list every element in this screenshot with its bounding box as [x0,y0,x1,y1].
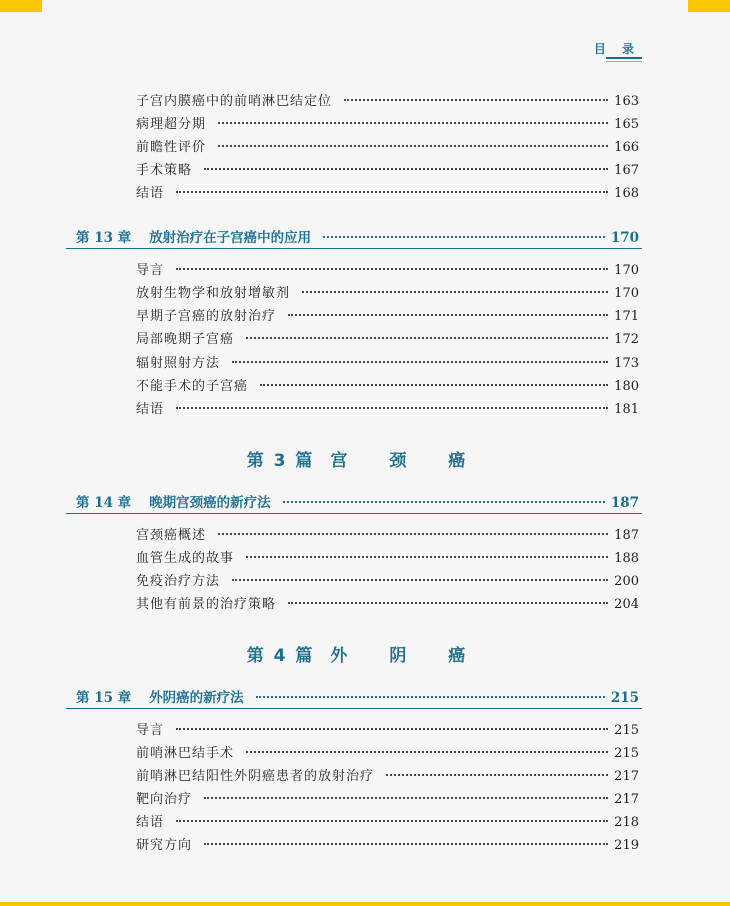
toc-entry-page: 218 [614,815,639,830]
bottom-band [0,902,730,906]
dot-leader [323,236,605,238]
toc-entry-page: 215 [614,723,639,738]
dot-leader [260,384,608,386]
toc-entry[interactable] [136,136,639,155]
toc-entry-page: 170 [614,286,639,301]
dot-leader [176,407,608,409]
dot-leader [246,337,608,339]
toc-entry[interactable] [136,305,639,324]
toc-entry-title: 靶向治疗 [136,792,193,807]
dot-leader [302,291,608,293]
toc-entry-title: 病理超分期 [136,117,207,132]
toc-entry-title: 前哨淋巴结手术 [136,746,235,761]
toc-entry-title: 其他有前景的治疗策略 [136,597,277,612]
dot-leader [204,797,608,799]
chapter-rule [66,248,642,249]
dot-leader [232,361,608,363]
toc-entry-title: 导言 [136,723,165,738]
toc-entry[interactable] [136,159,639,178]
dot-leader [176,728,608,730]
toc-entry-title: 结语 [136,186,165,201]
toc-entry-page: 215 [614,746,639,761]
toc-entry[interactable] [136,182,639,201]
toc-entry-page: 200 [614,574,639,589]
part-title: 宫 颈 癌 [330,451,484,471]
toc-entry-title: 研究方向 [136,838,193,853]
dot-leader [204,843,608,845]
part-heading[interactable] [0,446,730,471]
dot-leader [218,533,608,535]
chapter-page: 170 [610,230,639,246]
part-heading[interactable] [0,641,730,666]
toc-entry-page: 172 [614,332,639,347]
dot-leader [288,314,608,316]
toc-entry[interactable] [136,570,639,589]
toc-entry[interactable] [136,282,639,301]
toc-entry-title: 放射生物学和放射增敏剂 [136,286,291,301]
toc-entry-title: 辐射照射方法 [136,356,221,371]
corner-tab-right [688,0,730,12]
toc-entry-page: 217 [614,792,639,807]
toc-entry[interactable] [136,547,639,566]
chapter-page: 187 [610,495,639,511]
toc-entry[interactable] [136,719,639,738]
toc-entry-page: 219 [614,838,639,853]
chapter-heading[interactable] [76,686,639,706]
toc-entry[interactable] [136,765,639,784]
chapter-heading[interactable] [76,491,639,511]
toc-entry-page: 187 [614,528,639,543]
dot-leader [246,751,608,753]
toc-entry-title: 前瞻性评价 [136,140,207,155]
chapter-heading[interactable] [76,226,639,246]
toc-entry[interactable] [136,788,639,807]
dot-leader [386,774,608,776]
part-number: 第 3 篇 [246,451,315,471]
dot-leader [344,99,608,101]
header-rule-thin [606,61,642,62]
toc-entry-page: 165 [614,117,639,132]
toc-entry[interactable] [136,352,639,371]
toc-entry-page: 166 [614,140,639,155]
toc-entry[interactable] [136,811,639,830]
chapter-rule [66,513,642,514]
toc-entry-page: 173 [614,356,639,371]
chapter-rule [66,708,642,709]
toc-entry-title: 结语 [136,402,165,417]
dot-leader [246,556,608,558]
corner-tab-left [0,0,42,12]
toc-entry-title: 免疫治疗方法 [136,574,221,589]
toc-entry[interactable] [136,524,639,543]
chapter-number: 第 14 章 [76,495,132,511]
toc-entry[interactable] [136,113,639,132]
toc-entry-page: 181 [614,402,639,417]
toc-entry-page: 163 [614,94,639,109]
toc-entry-page: 170 [614,263,639,278]
toc-entry-title: 早期子宫癌的放射治疗 [136,309,277,324]
chapter-page: 215 [610,690,639,706]
chapter-number: 第 15 章 [76,690,132,706]
toc-entry-page: 217 [614,769,639,784]
toc-entry[interactable] [136,398,639,417]
toc-entry-title: 导言 [136,263,165,278]
chapter-title: 外阴癌的新疗法 [149,690,244,706]
toc-entry[interactable] [136,834,639,853]
toc-entry[interactable] [136,90,639,109]
part-title: 外 阴 癌 [330,646,484,666]
chapter-number: 第 13 章 [76,230,132,246]
dot-leader [176,268,608,270]
toc-entry[interactable] [136,259,639,278]
toc-entry-page: 167 [614,163,639,178]
toc-entry[interactable] [136,375,639,394]
toc-entry-title: 宫颈癌概述 [136,528,207,543]
page-header: 目 录 [593,42,640,56]
toc-entry-page: 168 [614,186,639,201]
dot-leader [283,501,605,503]
dot-leader [256,696,605,698]
toc-entry[interactable] [136,742,639,761]
dot-leader [218,145,608,147]
dot-leader [232,579,608,581]
part-number: 第 4 篇 [246,646,315,666]
toc-entry-title: 局部晚期子宫癌 [136,332,235,347]
toc-entry-page: 171 [614,309,639,324]
header-rule [606,57,642,59]
toc-entry[interactable] [136,593,639,612]
toc-entry-page: 204 [614,597,639,612]
chapter-title: 放射治疗在子宫癌中的应用 [149,230,312,246]
dot-leader [204,168,608,170]
dot-leader [218,122,608,124]
toc-entry-title: 不能手术的子宫癌 [136,379,249,394]
toc-entry-title: 结语 [136,815,165,830]
toc-entry[interactable] [136,328,639,347]
chapter-title: 晚期宫颈癌的新疗法 [149,495,271,511]
toc-entry-page: 180 [614,379,639,394]
dot-leader [176,820,608,822]
toc-entry-title: 手术策略 [136,163,193,178]
dot-leader [176,191,608,193]
toc-entry-title: 血管生成的故事 [136,551,235,566]
toc-entry-title: 子宫内膜癌中的前哨淋巴结定位 [136,94,333,109]
toc-entry-title: 前哨淋巴结阳性外阴癌患者的放射治疗 [136,769,375,784]
dot-leader [288,602,608,604]
toc-entry-page: 188 [614,551,639,566]
